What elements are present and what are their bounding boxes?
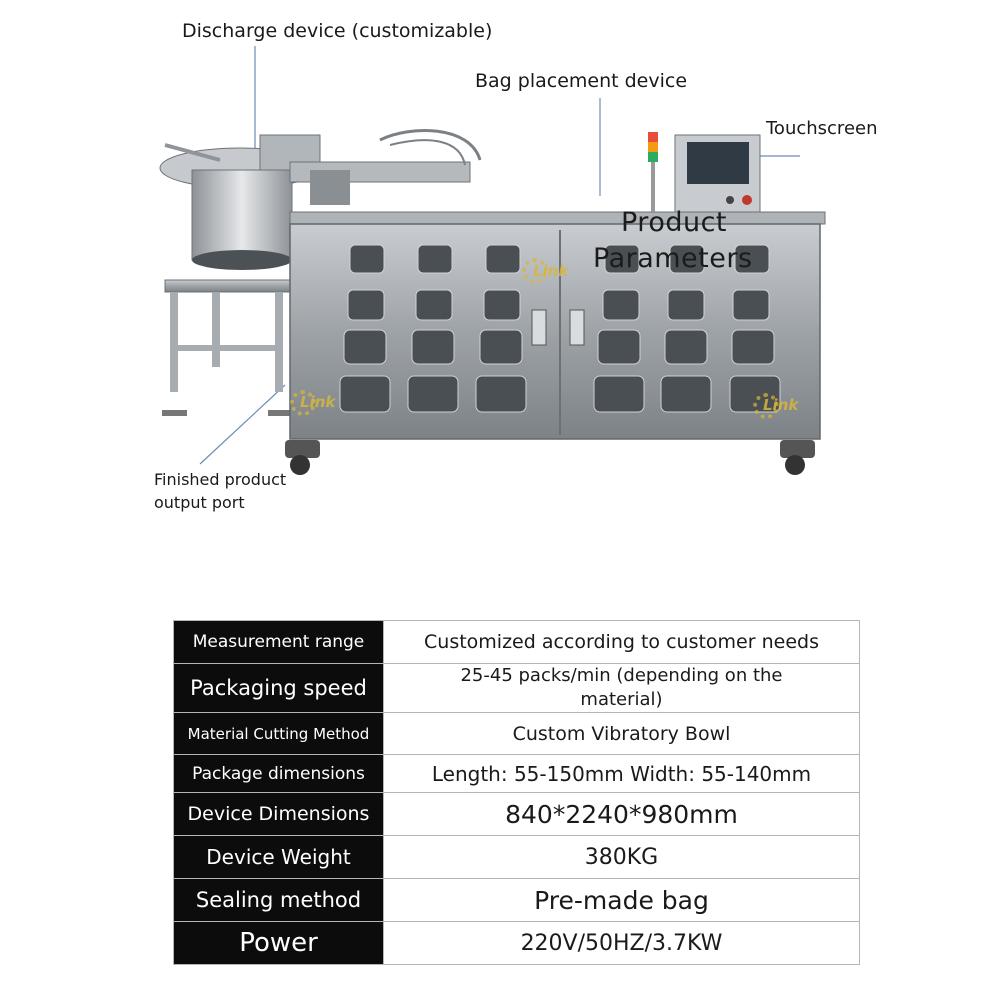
spec-value-line1: 25-45 packs/min (depending on the	[460, 665, 783, 686]
spec-key: Material Cutting Method	[174, 713, 384, 755]
spec-value: Length: 55-150mm Width: 55-140mm	[384, 755, 860, 793]
packaging-machine-photo	[150, 120, 840, 490]
spec-key: Power	[174, 922, 384, 965]
spec-value: Pre-made bag	[384, 879, 860, 922]
spec-key: Package dimensions	[174, 755, 384, 793]
product-parameters-table	[173, 620, 860, 965]
callout-output-port-line1: Finished product	[154, 470, 287, 489]
spec-value: 380KG	[384, 836, 860, 879]
watermark-logo: Link	[300, 393, 336, 411]
spec-key: Sealing method	[174, 879, 384, 922]
table-row	[174, 793, 860, 836]
table-row	[174, 755, 860, 793]
spec-key: Device Dimensions	[174, 793, 384, 836]
signal-tower	[648, 132, 658, 212]
callout-bag-placement-device: Bag placement device	[475, 70, 688, 92]
table-row	[174, 713, 860, 755]
product-parameters-title	[593, 205, 753, 277]
spec-key: Packaging speed	[174, 664, 384, 713]
watermark-logo: Link	[763, 396, 799, 414]
table-row	[174, 621, 860, 664]
title-line1: Product	[621, 207, 728, 238]
touchscreen-panel	[675, 135, 760, 212]
watermark-logo: Link	[533, 262, 569, 280]
callout-discharge-device: Discharge device (customizable)	[182, 20, 493, 42]
table-row	[174, 922, 860, 965]
callout-output-port-line2: output port	[154, 493, 245, 512]
spec-key: Device Weight	[174, 836, 384, 879]
spec-key: Measurement range	[174, 621, 384, 664]
spec-value: Customized according to customer needs	[384, 621, 860, 664]
table-row	[174, 879, 860, 922]
spec-value	[384, 664, 860, 713]
table-row	[174, 664, 860, 713]
spec-value: Custom Vibratory Bowl	[384, 713, 860, 755]
spec-value-line2: material)	[580, 689, 663, 710]
callout-touchscreen: Touchscreen	[766, 118, 878, 139]
title-line2: Parameters	[593, 243, 753, 274]
casters	[285, 440, 815, 475]
table-row	[174, 836, 860, 879]
feeder-stand	[162, 280, 293, 416]
spec-value: 840*2240*980mm	[384, 793, 860, 836]
spec-value: 220V/50HZ/3.7KW	[384, 922, 860, 965]
